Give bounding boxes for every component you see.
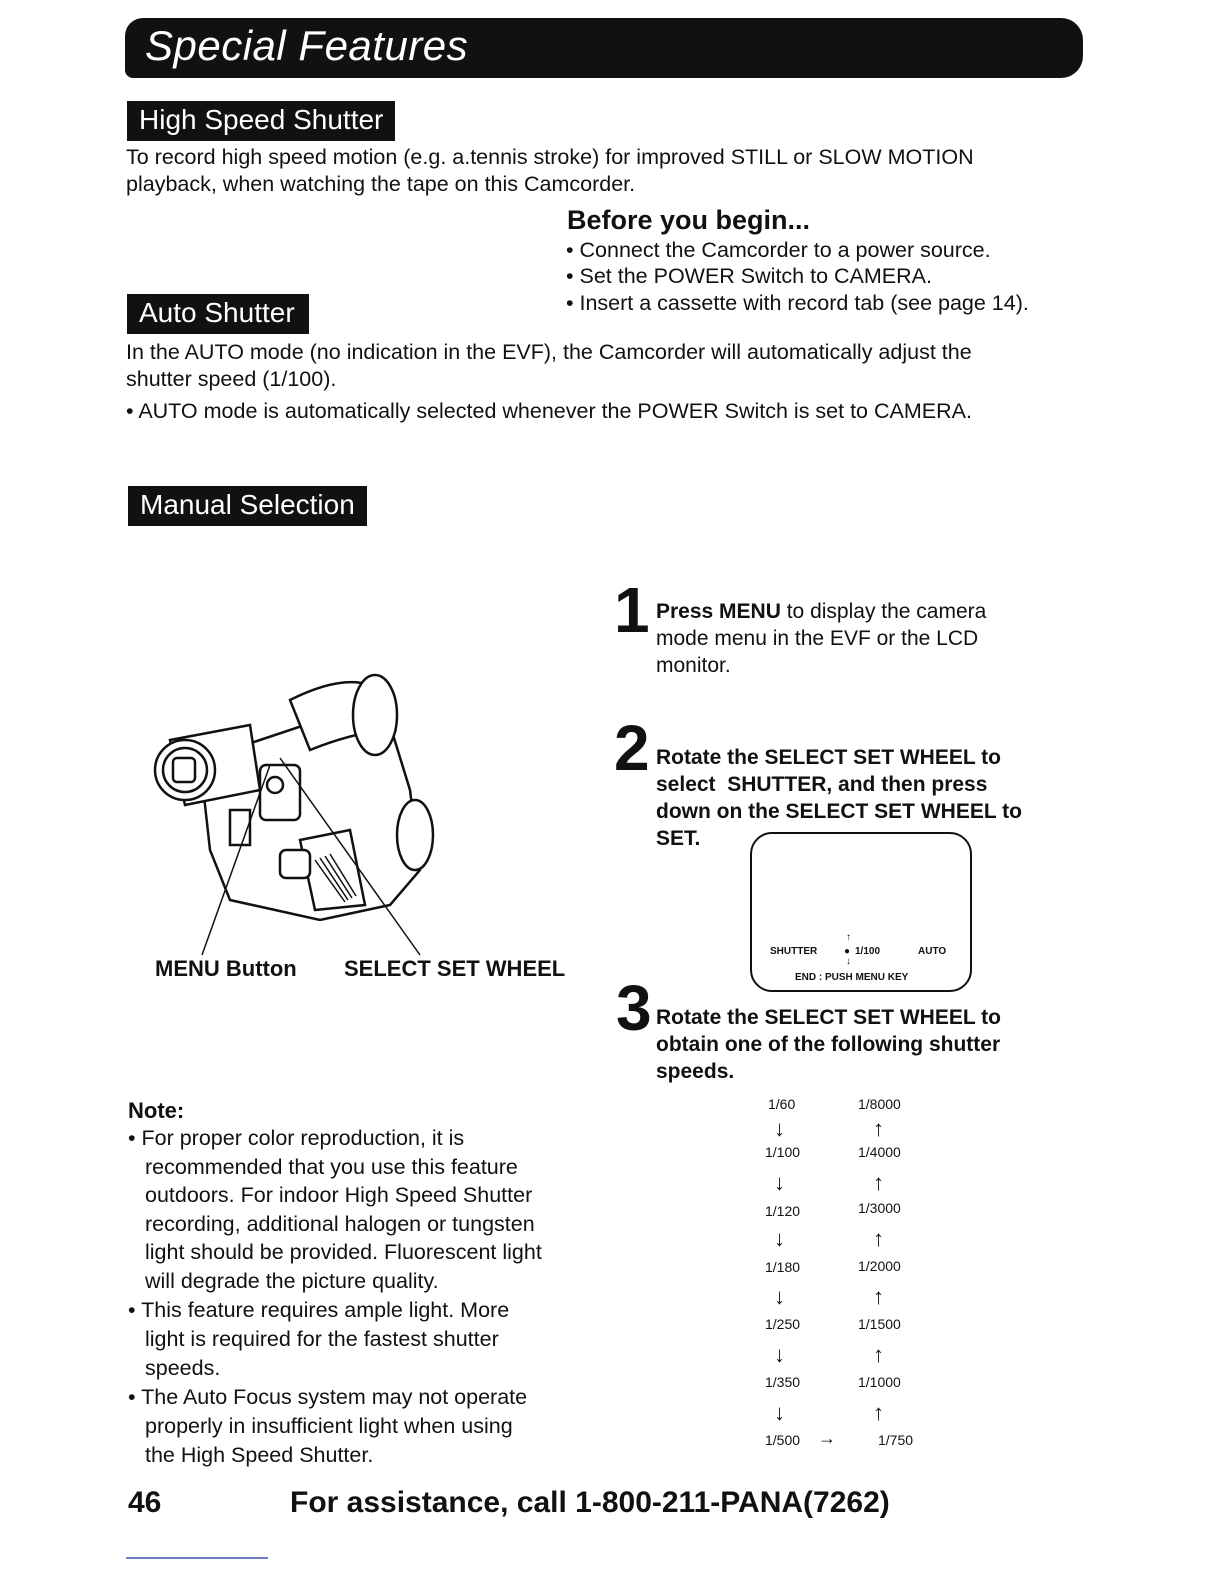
auto-line-1: In the AUTO mode (no indication in the EVF), the Camcorder will automatically adjust the [126,340,972,364]
note-line: the High Speed Shutter. [145,1443,374,1467]
step-3-line-3: speeds. [656,1060,735,1083]
step-2-line-4: SET. [656,827,701,850]
speed-left: 1/500 [765,1432,801,1448]
arrow-down-icon: ↓ [774,1116,785,1141]
screen-value: 1/100 [855,946,881,957]
step-1-line-1 [656,598,986,625]
select-set-wheel-label: SELECT SET WHEEL [344,956,566,981]
arrow-down-icon: ↓ [774,1170,785,1195]
before-you-begin-heading: Before you begin... [567,205,811,235]
high-speed-intro-line-1: To record high speed motion (e.g. a.tennis stroke) for improved STILL or SLOW MOTION [126,145,974,169]
arrow-up-icon: ↑ [873,1400,884,1425]
step-1-line-2: mode menu in the EVF or the LCD [656,627,979,650]
step-3-line-2: obtain one of the following shutter [656,1033,1001,1056]
before-item-power: • Connect the Camcorder to a power source. [566,238,991,262]
note-line: • The Auto Focus system may not operate [128,1385,528,1409]
screen-auto: AUTO [918,946,947,957]
arrow-up-icon: ↑ [873,1226,884,1251]
assistance-line: For assistance, call 1-800-211-PANA(7262) [290,1486,890,1519]
speed-left: 1/250 [765,1316,801,1332]
footer-rule [126,1557,268,1559]
page-title: Special Features [145,22,469,69]
note-line: speeds. [145,1356,221,1380]
high-speed-intro-line-2: playback, when watching the tape on this Camcorder. [126,172,636,196]
note-line: light should be provided. Fluorescent light [145,1240,542,1264]
auto-bullet: • AUTO mode is automatically selected whenever the POWER Switch is set to CAMERA. [126,399,972,423]
speed-right: 1/1500 [858,1316,901,1332]
note-line: recording, additional halogen or tungsten [145,1212,535,1236]
step-2-line-2: select SHUTTER, and then press [656,773,988,796]
note-line: will degrade the picture quality. [145,1269,439,1293]
speed-left: 1/100 [765,1144,801,1160]
step-1-bold: Press MENU [656,600,781,623]
auto-line-2: shutter speed (1/100). [126,367,337,391]
note-heading: Note: [128,1098,185,1123]
menu-button-label: MENU Button [155,956,297,981]
arrow-up-icon: ↑ [873,1170,884,1195]
speed-left: 1/180 [765,1259,801,1275]
note-line: • This feature requires ample light. More [128,1298,510,1322]
screen-up-arrow-icon: ↑ [846,932,851,943]
arrow-down-icon: ↓ [774,1226,785,1251]
before-item-cassette: • Insert a cassette with record tab (see page 14). [566,291,1029,315]
step-1-line-3: monitor. [656,654,731,677]
screen-end: END : PUSH MENU KEY [795,972,909,983]
high-speed-shutter-heading: High Speed Shutter [127,101,395,141]
note-line: light is required for the fastest shutter [145,1327,499,1351]
arrow-up-icon: ↑ [873,1284,884,1309]
speed-right: 1/2000 [858,1258,901,1274]
speed-left: 1/350 [765,1374,801,1390]
screen-dot-icon: ● [844,946,851,957]
arrow-right-icon: → [818,1428,836,1448]
note-line: properly in insufficient light when using [145,1414,513,1438]
page-number: 46 [128,1486,162,1519]
speed-right: 1/1000 [858,1374,901,1390]
speed-right: 1/3000 [858,1200,901,1216]
evf-screen [750,832,972,992]
step-1-text: to display the camera [780,600,987,623]
note-line: outdoors. For indoor High Speed Shutter [145,1183,533,1207]
camcorder-illustration [140,670,600,970]
speed-right: 1/8000 [858,1096,901,1112]
arrow-up-icon: ↑ [873,1116,884,1141]
arrow-down-icon: ↓ [774,1400,785,1425]
step-3-number: 3 [616,972,652,1044]
speed-left: 1/120 [765,1203,801,1219]
step-2-number: 2 [614,712,650,784]
manual-selection-heading: Manual Selection [128,486,367,526]
arrow-up-icon: ↑ [873,1342,884,1367]
step-2-line-3: down on the SELECT SET WHEEL to [656,800,1022,823]
speed-left: 1/60 [768,1096,796,1112]
note-line: recommended that you use this feature [145,1155,518,1179]
screen-shutter: SHUTTER [770,946,818,957]
step-2-line-1: Rotate the SELECT SET WHEEL to [656,746,1001,769]
speed-right: 1/750 [878,1432,914,1448]
note-line: • For proper color reproduction, it is [128,1126,465,1150]
arrow-down-icon: ↓ [774,1284,785,1309]
auto-shutter-heading: Auto Shutter [127,294,309,334]
step-3-line-1: Rotate the SELECT SET WHEEL to [656,1006,1001,1029]
step-1-number: 1 [614,574,650,646]
arrow-down-icon: ↓ [774,1342,785,1367]
screen-down-arrow-icon: ↓ [846,956,851,967]
before-item-switch: • Set the POWER Switch to CAMERA. [566,264,932,288]
speed-right: 1/4000 [858,1144,901,1160]
